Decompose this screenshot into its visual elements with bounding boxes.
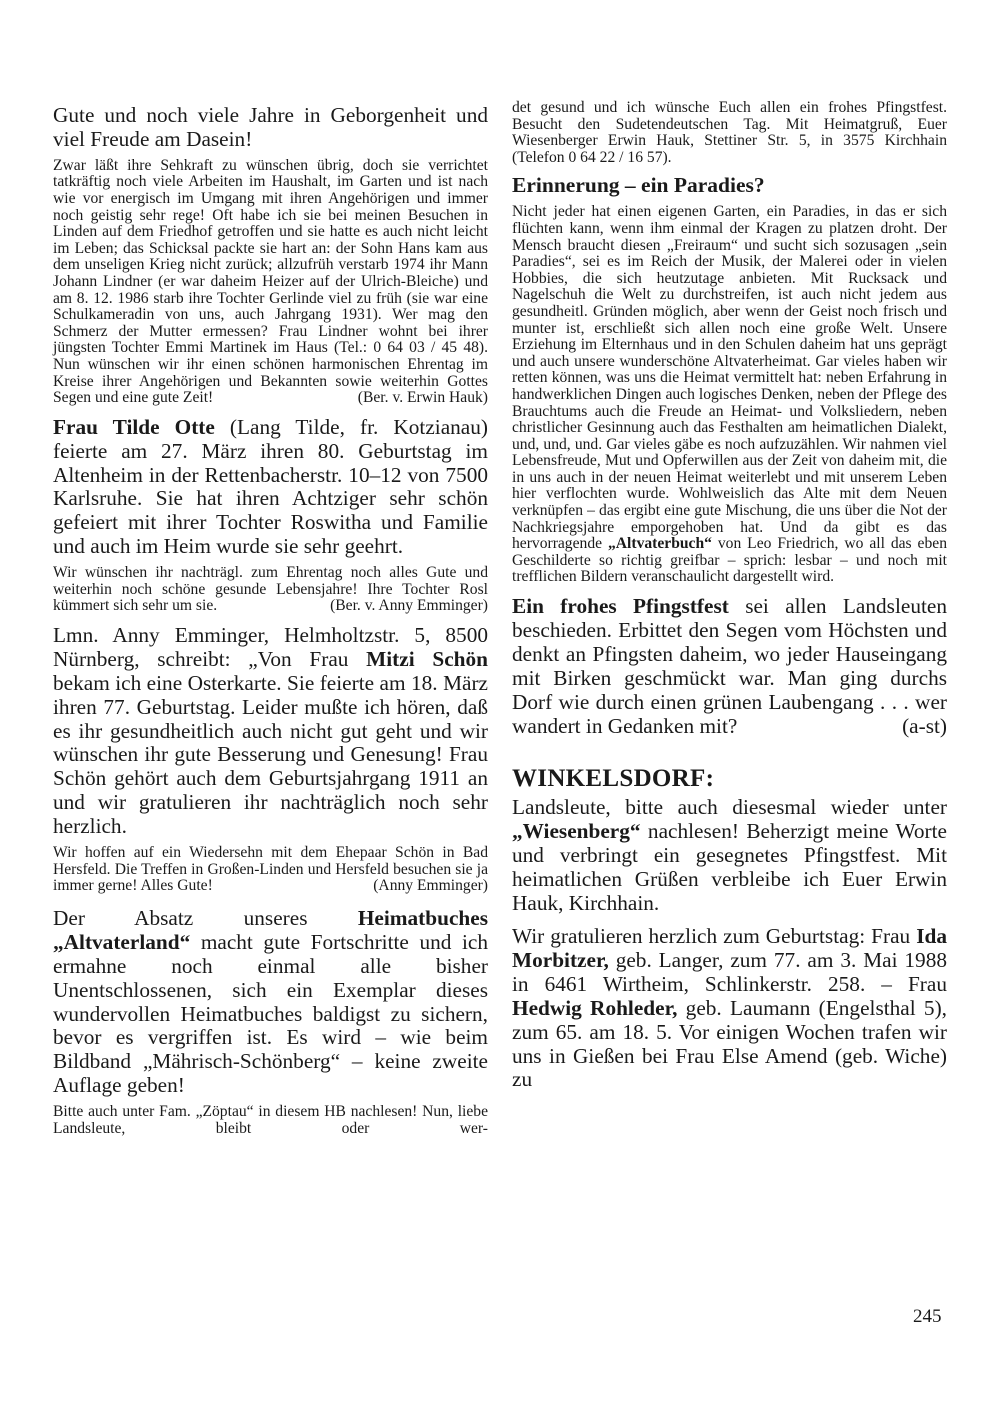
birthday-article [512,925,947,1092]
paradise-text-a: Nicht jeder hat einen eigenen Garten, ein Paradies, in das er sich flüchten kann, wenn ihm einmal der Kragen zu platzen droht. Der Mensch braucht diesen „Freiraum“ und sucht sich sozusagen „sein Paradies“, sei es im Reich der Musik, der Malerei oder in vielen Hobbies, die sich heutzutage anbieten. Mit Rucksack und Nagelschuh die Welt zu durchstreifen, ist auch nicht jedem aus gesundheitl. Gründen möglich, aber wenn der Geist noch frisch und munter ist, erschließt sich allen noch eine große Welt. Unsere Erziehung im Elternhaus und in den Schulen daheim hat uns geprägt und auch unsere wunderschöne Altvaterheimat. Gar vieles haben wir retten können, was uns die Heimat vermittelt hat: neben Erfahrung in handwerklichen Dingen auch logisches Denken, neben der Pflege des Brauchtums auch die Freude an Heimat- und Volksliedern, neben christlicher Gesinnung auch das Festhalten am heimatlichen Dialekt, und, und, und. Gar vieles gäbe es noch aufzuzählen. Wir nahmen viel Lebensfreude, Mut und Opferwillen aus der Zeit von daheim mit, die in uns auch in der neuen Heimat weiterlebt und mit unserem Leben hier verflochten wurde. Wohlweislich das Alte mit dem Neuen verknüpfen – das ergibt eine gute Mischung, die uns über die Not der Nachkriegsjahre emporgehoben hat. Und da gibt es das hervorragende [512,203,947,553]
closing-end: det gesund und ich wünsche Euch allen ein frohes Pfingstfest. Besucht den Sudetendeutschen Tag. Mit Heimatgruß, Euer Wiesenberger Erwin Hauk, Stettiner Str. 5, in 3575 Kirchhain (Telefon 0 64 22 / 16 57). [512,99,947,166]
otte-article [53,416,488,559]
birthday-name-2: Hedwig Rohleder, [512,995,678,1020]
winkelsdorf-intro: Landsleute, bitte auch diesesmal wieder unter [512,795,947,820]
pentecost-text: sei allen Landsleuten beschieden. Erbittet den Segen vom Höchsten und denkt an Pfingsten daheim, wo jeder Hauseingang mit Birken geschmückt war. Man ging durchs Dorf wie durch einen grünen Laubengang . . . wer wandert in Gedanken mit? [512,594,947,738]
pentecost-article [512,595,947,738]
winkelsdorf-article [512,796,947,916]
winkelsdorf-text: nachlesen! Beherzigt meine Worte und verbringt ein gesegnetes Pfingstfest. Mit heimatlichen Grüßen verbleibe ich Euer Erwin Hauk, Kirchhain. [512,819,947,916]
lindner-article [53,158,488,407]
winkelsdorf-heading: WINKELSDORF: [512,765,715,793]
paradise-book: „Altvaterbuch“ [607,535,712,553]
otte-signature: (Ber. v. Anny Emminger) [330,597,488,615]
page-number: 245 [913,1306,942,1327]
birthday-name-1: Ida Morbitzer, [512,924,947,972]
birthday-text-2: geb. Laumann (Engelsthal 5), zum 65. am 18. 5. Vor einigen Wochen trafen wir uns in Gießen bei Frau Else Amend (geb. Wiche) zu [512,995,947,1092]
schoen-wish [53,845,488,895]
pentecost-signature: (a-st) [902,713,947,738]
schoen-wish-text: Wir hoffen auf ein Wiedersehn mit dem Ehepaar Schön in Bad Hersfeld. Die Treffen in Großen-Linden und Hersfeld besuchen sie ja immer gerne! Alles Gute! [53,844,488,895]
closing-start: Bitte auch unter Fam. „Zöptau“ in diesem HB nachlesen! Nun, liebe Landsleute, bleibt oder wer- [53,1103,488,1137]
lindner-text: Zwar läßt ihre Sehkraft zu wünschen übrig, doch sie verrichtet tatkräftig noch viele Arbeiten im Haushalt, im Garten und ist nach wie vor energisch im Umgang mit ihren Angehörigen und immer noch geistig sehr rege! Oft habe ich sie bei meinen Besuchen in Linden auf dem Friedhof getroffen und sie hatte es auch nicht leicht im Leben; das Schicksal packte sie hart an: der Sohn Hans kam aus dem unseligen Krieg nicht zurück; allzufrüh verstarb 1974 ihr Mann Johann Lindner (er war daheim Heizer auf der Ulrich-Bleiche) und am 8. 12. 1986 starb ihre Tochter Gerlinde viel zu früh (sie war eine Schulkameradin von uns, auch Jahrgang 1931). Wer mag den Schmerz der Mutter ermessen? Frau Lindner wohnt bei ihrer jüngsten Tochter Emmi Martinek im Haus (Tel.: 0 64 03 / 45 48). Nun wünschen wir ihr einen schönen harmonischen Ehrentag im Kreise ihrer Angehörigen und Bekannten sowie weiterhin Gottes Segen und eine gute Zeit! [53,156,488,407]
intro-wish: Gute und noch viele Jahre in Geborgenheit und viel Freude am Dasein! [53,103,488,151]
otte-name: Frau Tilde Otte [53,414,215,439]
birthday-intro: Wir gratulieren herzlich zum Geburtstag: Frau [512,924,917,948]
left-column [53,104,488,1137]
schoen-signature: (Anny Emminger) [373,877,488,895]
otte-text: (Lang Tilde, fr. Kotzianau) feierte am 27. März ihren 80. Geburtstag im Altenheim in der Rettenbacherstr. 10–12 von 7500 Karlsruhe. Sie hat ihren Achtziger sehr schön gefeiert mit ihrer Tochter Roswitha und Familie und auch im Heim wurde sie sehr geehrt. [53,414,488,559]
paradise-text-b: von Leo Friedrich, wo all das eben Geschilderte so richtig greifbar – sprich: lesbar – und noch mit trefflichen Bildern veranschaulicht dargestellt wird. [512,535,947,586]
book-text: macht gute Fortschritte und ich ermahne noch einmal alle bisher Unentschlossenen, sich ein Exemplar dieses wundervollen Heimatbuches baldigst zu sichern, bevor es vergriffen ist. Es wird – wie beim Bildband „Mährisch-Schönberg“ – keine zweite Auflage geben! [53,929,488,1098]
paradise-heading: Erinnerung – ein Paradies? [512,173,765,198]
pentecost-lead: Ein frohes Pfingstfest [512,594,729,619]
schoen-intro: Lmn. Anny Emminger, Helmholtzstr. 5, 8500 Nürnberg, schreibt: „Von Frau [53,622,488,671]
otte-wish-text: Wir wünschen ihr nachträgl. zum Ehrentag noch alles Gute und weiterhin noch schöne gesunde Lebensjahre! Ihre Tochter Rosl kümmert sich sehr um sie. [53,564,488,615]
schoen-name: Mitzi Schön [366,646,488,671]
paradise-article [512,204,947,586]
book-title: Heimatbuches „Altvaterland“ [53,905,488,954]
book-intro: Der Absatz unseres [53,905,358,930]
winkelsdorf-ref: „Wiesenberg“ [512,819,641,844]
otte-wish [53,565,488,615]
schoen-article [53,624,488,839]
birthday-text-1: geb. Langer, zum 77. am 3. Mai 1988 in 6461 Wirtheim, Schlinkerstr. 258. – Frau [512,947,947,996]
schoen-text: bekam ich eine Osterkarte. Sie feierte am 18. März ihren 77. Geburtstag. Leider mußte ich hören, daß es ihr gesundheitlich auch nicht gut geht und wir wünschen ihr gute Besserung und Genesung! Frau Schön gehört auch dem Geburtsjahrgang 1911 an und wir gratulieren ihr nachträglich noch sehr herzlich. [53,670,488,839]
book-article [53,907,488,1098]
right-column [512,100,947,1092]
lindner-signature: (Ber. v. Erwin Hauk) [357,389,488,407]
